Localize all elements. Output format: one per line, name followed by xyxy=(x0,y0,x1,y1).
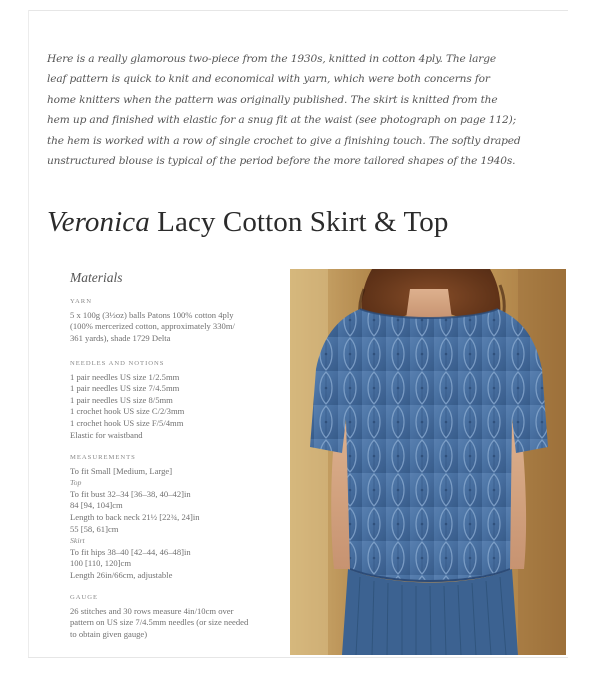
page-edge-bottom xyxy=(28,657,568,658)
needles-line: Elastic for waistband xyxy=(70,429,143,440)
pattern-title xyxy=(47,206,547,239)
intro-line: hem up and finished with elastic for a snug fit at the waist (see photograph on page 112); xyxy=(47,114,517,127)
materials-heading: Materials xyxy=(70,270,123,285)
needles-label: NEEDLES AND NOTIONS xyxy=(70,360,165,367)
needles-line: 1 pair needles US size 8/5mm xyxy=(70,394,173,405)
needles-section xyxy=(70,358,280,441)
gauge-label: GAUGE xyxy=(70,594,99,601)
skirt-line: To fit hips 38–40 [42–44, 46–48]in xyxy=(70,546,191,557)
top-sublabel: Top xyxy=(70,478,82,488)
page-edge-top xyxy=(28,10,568,11)
top-line: 84 [94, 104]cm xyxy=(70,500,123,511)
needles-line: 1 pair needles US size 1/2.5mm xyxy=(70,371,180,382)
needles-line: 1 crochet hook US size F/5/4mm xyxy=(70,417,184,428)
yarn-label: YARN xyxy=(70,298,92,305)
intro-line: unstructured blouse is typical of the period before the more tailored shapes of the 1940s. xyxy=(47,155,516,168)
yarn-line: 5 x 100g (3½oz) balls Patons 100% cotton 4ply xyxy=(70,309,234,320)
measurements-fit: To fit Small [Medium, Large] xyxy=(70,465,173,476)
top-line: 55 [58, 61]cm xyxy=(70,523,119,534)
intro-line: leaf pattern is quick to knit and economical with yarn, which were both concerns for xyxy=(47,73,490,86)
gauge-line: pattern on US size 7/4.5mm needles (or size needed xyxy=(70,617,249,628)
gauge-line: 26 stitches and 30 rows measure 4in/10cm over xyxy=(70,605,234,616)
garment-photo xyxy=(290,269,566,655)
intro-line: the hem is worked with a row of single crochet to give a finishing touch. The softly draped xyxy=(47,134,521,147)
intro-line: home knitters when the pattern was originally published. The skirt is knitted from the xyxy=(47,93,498,106)
top-line: To fit bust 32–34 [36–38, 40–42]in xyxy=(70,488,191,499)
top-line: Length to back neck 21½ [22¾, 24]in xyxy=(70,511,200,522)
skirt-sublabel: Skirt xyxy=(70,536,85,546)
skirt-line: Length 26in/66cm, adjustable xyxy=(70,569,173,580)
pattern-subtitle: Lacy Cotton Skirt & Top xyxy=(149,206,449,238)
gauge-line: to obtain given gauge) xyxy=(70,628,148,639)
needles-line: 1 pair needles US size 7/4.5mm xyxy=(70,383,180,394)
garment-photo-illustration xyxy=(290,269,566,655)
needles-line: 1 crochet hook US size C/2/3mm xyxy=(70,406,185,417)
yarn-section xyxy=(70,296,280,344)
intro-paragraph xyxy=(47,49,521,171)
yarn-line: (100% mercerized cotton, approximately 330m/ xyxy=(70,321,235,332)
intro-line: Here is a really glamorous two-piece from the 1930s, knitted in cotton 4ply. The large xyxy=(47,53,496,65)
page-edge-left xyxy=(28,10,29,658)
skirt-line: 100 [110, 120]cm xyxy=(70,558,132,569)
pattern-name: Veronica xyxy=(47,206,150,238)
gauge-section xyxy=(70,592,280,640)
measurements-section xyxy=(70,452,280,582)
yarn-line: 361 yards), shade 1729 Delta xyxy=(70,332,171,343)
measurements-label: MEASUREMENTS xyxy=(70,454,136,461)
